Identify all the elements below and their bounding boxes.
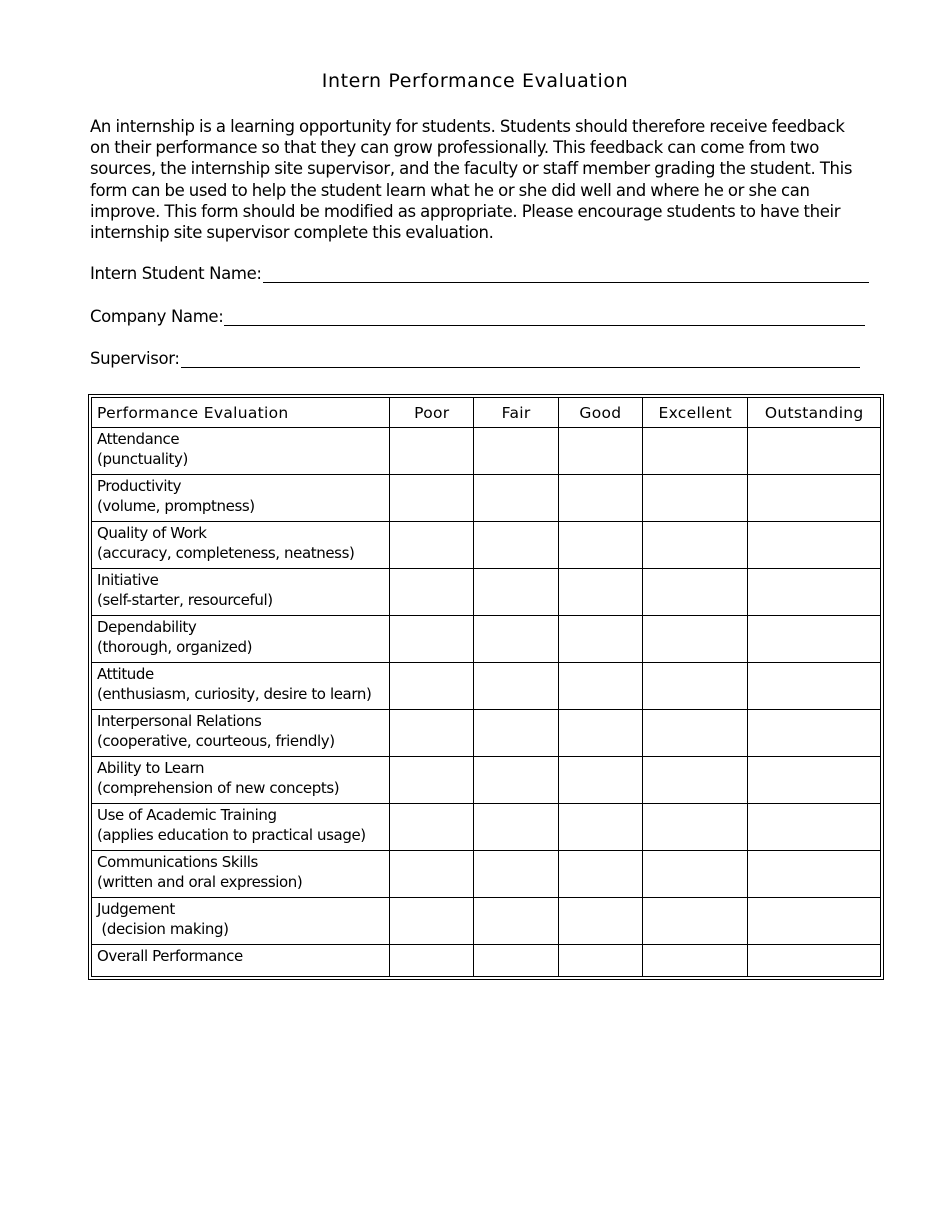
rating-cell-fair[interactable] — [474, 616, 558, 663]
criteria-detail: (thorough, organized) — [97, 637, 253, 656]
criteria-name: Communications Skills — [97, 853, 258, 871]
header-fair: Fair — [474, 398, 558, 428]
criteria-cell — [92, 851, 390, 898]
rating-cell-poor[interactable] — [390, 663, 474, 710]
header-good: Good — [558, 398, 642, 428]
table-row — [92, 757, 881, 804]
criteria-cell — [92, 428, 390, 475]
rating-cell-fair[interactable] — [474, 569, 558, 616]
table-row — [92, 569, 881, 616]
rating-cell-excellent[interactable] — [643, 898, 748, 945]
company-name-label: Company Name: — [90, 307, 224, 326]
criteria-cell — [92, 663, 390, 710]
supervisor-input-line[interactable] — [181, 353, 860, 368]
table-header-row — [92, 398, 881, 428]
rating-cell-excellent[interactable] — [643, 428, 748, 475]
criteria-cell — [92, 945, 390, 977]
rating-cell-good[interactable] — [558, 851, 642, 898]
rating-cell-fair[interactable] — [474, 898, 558, 945]
table-row — [92, 616, 881, 663]
rating-cell-poor[interactable] — [390, 522, 474, 569]
criteria-detail: (decision making) — [97, 919, 229, 938]
rating-cell-excellent[interactable] — [643, 663, 748, 710]
criteria-detail: (comprehension of new concepts) — [97, 778, 340, 797]
criteria-detail: (enthusiasm, curiosity, desire to learn) — [97, 684, 372, 703]
criteria-detail: (volume, promptness) — [97, 496, 255, 515]
evaluation-table-frame — [88, 394, 884, 980]
page-title: Intern Performance Evaluation — [321, 70, 629, 92]
rating-cell-good[interactable] — [558, 663, 642, 710]
rating-cell-outstanding[interactable] — [748, 616, 881, 663]
rating-cell-good[interactable] — [558, 569, 642, 616]
rating-cell-fair[interactable] — [474, 663, 558, 710]
rating-cell-fair[interactable] — [474, 428, 558, 475]
criteria-name: Overall Performance — [97, 947, 243, 965]
supervisor-label: Supervisor: — [90, 349, 180, 368]
rating-cell-good[interactable] — [558, 710, 642, 757]
rating-cell-good[interactable] — [558, 428, 642, 475]
header-excellent: Excellent — [643, 398, 748, 428]
rating-cell-fair[interactable] — [474, 475, 558, 522]
rating-cell-outstanding[interactable] — [748, 710, 881, 757]
rating-cell-good[interactable] — [558, 898, 642, 945]
rating-cell-poor[interactable] — [390, 569, 474, 616]
rating-cell-fair[interactable] — [474, 710, 558, 757]
table-row — [92, 945, 881, 977]
rating-cell-fair[interactable] — [474, 804, 558, 851]
rating-cell-outstanding[interactable] — [748, 945, 881, 977]
rating-cell-excellent[interactable] — [643, 851, 748, 898]
rating-cell-outstanding[interactable] — [748, 663, 881, 710]
table-row — [92, 663, 881, 710]
rating-cell-fair[interactable] — [474, 757, 558, 804]
table-row — [92, 710, 881, 757]
criteria-name: Dependability — [97, 618, 197, 636]
criteria-cell — [92, 522, 390, 569]
table-row — [92, 898, 881, 945]
criteria-detail: (applies education to practical usage) — [97, 825, 366, 844]
rating-cell-poor[interactable] — [390, 898, 474, 945]
rating-cell-excellent[interactable] — [643, 616, 748, 663]
criteria-cell — [92, 804, 390, 851]
criteria-name: Productivity — [97, 477, 182, 495]
header-outstanding: Outstanding — [748, 398, 881, 428]
criteria-name: Attitude — [97, 665, 154, 683]
rating-cell-outstanding[interactable] — [748, 804, 881, 851]
supervisor-field — [90, 349, 860, 368]
table-row — [92, 851, 881, 898]
rating-cell-outstanding[interactable] — [748, 428, 881, 475]
criteria-cell — [92, 898, 390, 945]
criteria-detail: (cooperative, courteous, friendly) — [97, 731, 335, 750]
rating-cell-good[interactable] — [558, 757, 642, 804]
criteria-name: Quality of Work — [97, 524, 207, 542]
student-name-field — [90, 264, 869, 283]
table-row — [92, 428, 881, 475]
rating-cell-poor[interactable] — [390, 945, 474, 977]
rating-cell-excellent[interactable] — [643, 522, 748, 569]
criteria-detail: (written and oral expression) — [97, 872, 303, 891]
table-row — [92, 804, 881, 851]
criteria-name: Judgement — [97, 900, 175, 918]
rating-cell-poor[interactable] — [390, 804, 474, 851]
evaluation-table — [91, 397, 881, 977]
rating-cell-good[interactable] — [558, 945, 642, 977]
rating-cell-outstanding[interactable] — [748, 757, 881, 804]
rating-cell-poor[interactable] — [390, 851, 474, 898]
rating-cell-poor[interactable] — [390, 616, 474, 663]
rating-cell-outstanding[interactable] — [748, 898, 881, 945]
criteria-cell — [92, 569, 390, 616]
rating-cell-good[interactable] — [558, 804, 642, 851]
table-row — [92, 475, 881, 522]
criteria-cell — [92, 710, 390, 757]
rating-cell-excellent[interactable] — [643, 475, 748, 522]
company-name-field — [90, 307, 865, 326]
criteria-cell — [92, 757, 390, 804]
criteria-detail: (self-starter, resourceful) — [97, 590, 273, 609]
rating-cell-excellent[interactable] — [643, 710, 748, 757]
criteria-cell — [92, 475, 390, 522]
company-name-input-line[interactable] — [224, 311, 865, 326]
rating-cell-poor[interactable] — [390, 475, 474, 522]
rating-cell-outstanding[interactable] — [748, 569, 881, 616]
rating-cell-excellent[interactable] — [643, 945, 748, 977]
rating-cell-fair[interactable] — [474, 945, 558, 977]
criteria-name: Initiative — [97, 571, 159, 589]
rating-cell-poor[interactable] — [390, 428, 474, 475]
rating-cell-outstanding[interactable] — [748, 522, 881, 569]
criteria-cell — [92, 616, 390, 663]
rating-cell-poor[interactable] — [390, 757, 474, 804]
rating-cell-poor[interactable] — [390, 710, 474, 757]
student-name-input-line[interactable] — [263, 268, 869, 283]
criteria-name: Attendance — [97, 430, 180, 448]
rating-cell-excellent[interactable] — [643, 757, 748, 804]
rating-cell-fair[interactable] — [474, 851, 558, 898]
header-poor: Poor — [390, 398, 474, 428]
criteria-name: Ability to Learn — [97, 759, 205, 777]
header-criteria: Performance Evaluation — [92, 398, 390, 428]
rating-cell-excellent[interactable] — [643, 569, 748, 616]
criteria-detail: (punctuality) — [97, 449, 188, 468]
criteria-name: Use of Academic Training — [97, 806, 277, 824]
rating-cell-good[interactable] — [558, 475, 642, 522]
rating-cell-outstanding[interactable] — [748, 851, 881, 898]
criteria-name: Interpersonal Relations — [97, 712, 262, 730]
rating-cell-fair[interactable] — [474, 522, 558, 569]
rating-cell-outstanding[interactable] — [748, 475, 881, 522]
intro-paragraph: An internship is a learning opportunity for students. Students should therefore receive feedback on their performance so that they can grow professionally. This feedback can come from two sources, the internship site supervisor, and the faculty or staff member grading the student. This form can be used to help the student learn what he or she did well and where he or she can improve. This form should be modified as appropriate. Please encourage students to have their internship site supervisor complete this evaluation. — [90, 117, 853, 243]
table-row — [92, 522, 881, 569]
rating-cell-good[interactable] — [558, 616, 642, 663]
student-name-label: Intern Student Name: — [90, 264, 262, 283]
rating-cell-excellent[interactable] — [643, 804, 748, 851]
criteria-detail: (accuracy, completeness, neatness) — [97, 543, 355, 562]
rating-cell-good[interactable] — [558, 522, 642, 569]
